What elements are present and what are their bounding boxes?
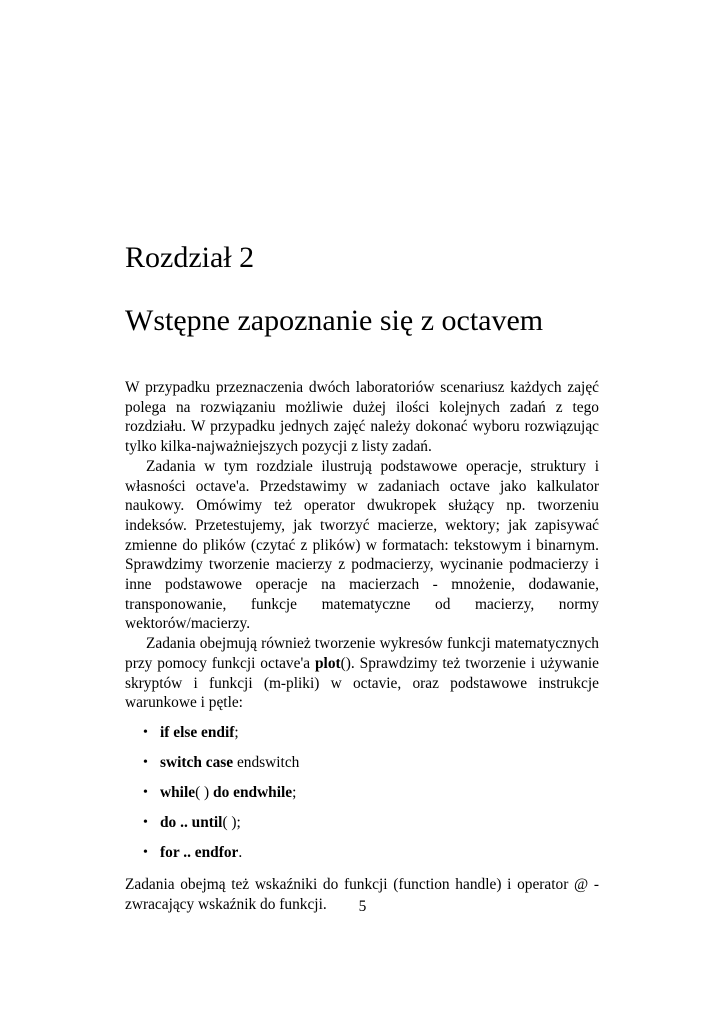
list-item (125, 813, 599, 833)
chapter-body (125, 378, 599, 914)
list-item (125, 723, 599, 743)
bullet-icon: • (143, 754, 148, 770)
keyword: while (160, 783, 196, 801)
paragraph-topics: Zadania w tym rozdziale ilustrują podstawowe operacje, struktury i własności octave'a. Przedstawimy w zadaniach octave jako kalkulator naukowy. Omówimy też operator dwukropek służący np. tworzeniu indeksów. Przetestujemy, jak tworzyć macierze, wektory; jak zapisywać zmienne do plików (czytać z plików) w formatach: tekstowym i binarnym. Sprawdzimy tworzenie macierzy z podmacierzy, wycinanie podmacierzy i inne podstawowe operacje na macierzach - mnożenie, dodawanie, transponowanie, funkcje matematyczne od macierzy, normy wektorów/macierzy. (125, 457, 599, 633)
page-number: 5 (358, 898, 367, 915)
bullet-icon: • (143, 724, 148, 740)
keyword: for .. endfor (160, 843, 239, 861)
paragraph-plots-text-1: Zadania obejmują również tworzenie wykresów funkcji matematycznych przy pomocy funkcji octave'a (125, 635, 599, 672)
chapter-title: Wstępne zapoznanie się z octavem (125, 304, 544, 337)
list-item (125, 783, 599, 803)
plot-function-name: plot (314, 654, 341, 672)
list-item (125, 843, 599, 863)
keyword: switch case (160, 753, 234, 771)
list-item-suffix: ; (292, 783, 297, 801)
keyword: do endwhile (213, 783, 293, 801)
keyword: if else endif (160, 723, 235, 741)
paragraph-plots (125, 634, 599, 713)
control-structures-list (125, 723, 599, 863)
paragraph-plots-text-2: (). Sprawdzimy też tworzenie i używanie skryptów i funkcji (m-pliki) w octavie, oraz podstawowe instrukcje warunkowe i pętle: (125, 654, 599, 712)
keyword: do .. until (160, 813, 223, 831)
bullet-icon: • (143, 814, 148, 830)
bullet-icon: • (143, 784, 148, 800)
list-item-suffix: . (238, 843, 243, 861)
chapter-label: Rozdział 2 (125, 241, 255, 274)
list-item-middle: ( ) (195, 783, 214, 801)
bullet-icon: • (143, 844, 148, 860)
paragraph-function-handles: Zadania obejmą też wskaźniki do funkcji (function handle) i operator @ - zwracający wskaźnik do funkcji. (125, 875, 599, 913)
paragraph-intro: W przypadku przeznaczenia dwóch laboratoriów scenariusz każdych zajęć polega na rozwiązaniu możliwie dużej ilości kolejnych zadań z tego rozdziału. W przypadku jednych zajęć należy dokonać wyboru rozwiązując tylko kilka-najważniejszych pozycji z listy zadań. (125, 379, 599, 456)
list-item (125, 753, 599, 773)
list-item-suffix: ; (234, 723, 239, 741)
list-item-suffix: endswitch (233, 753, 300, 771)
list-item-suffix: ( ); (222, 813, 241, 831)
